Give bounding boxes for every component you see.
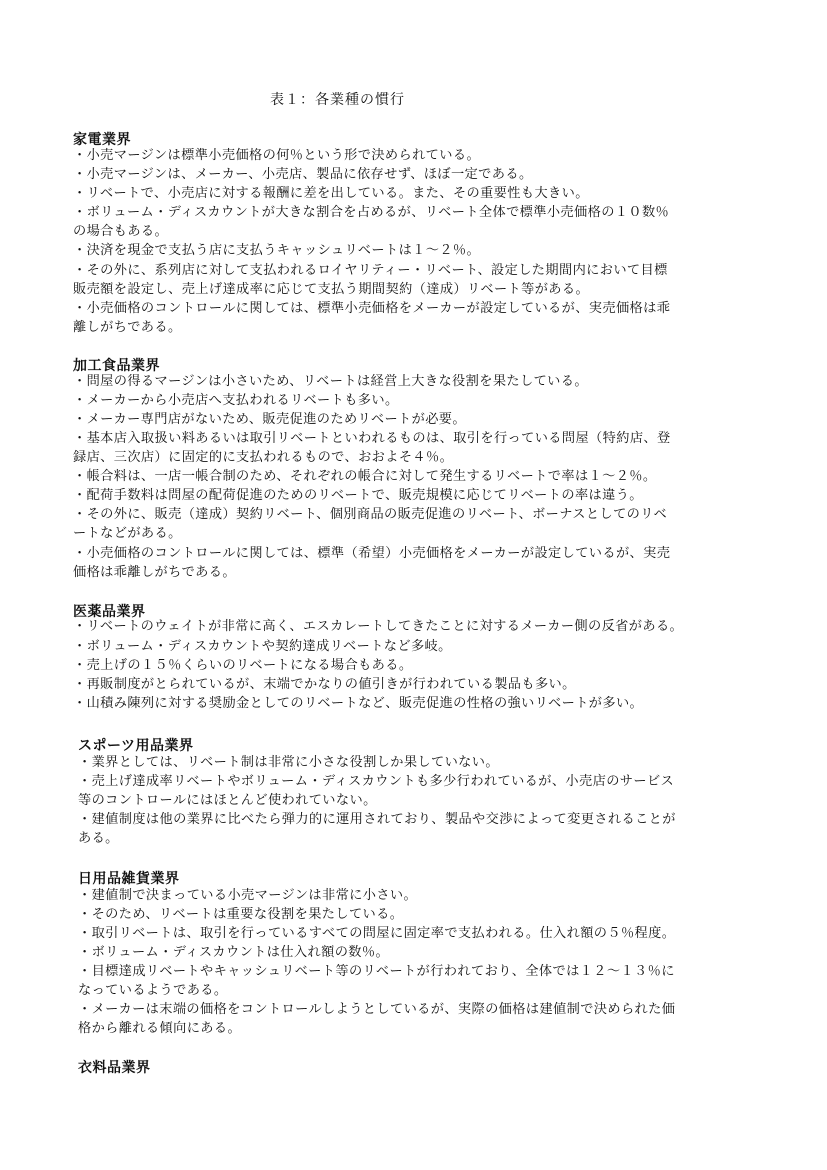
body-line: ・売上げ達成率リベートやボリューム・ディスカウントも多少行われているが、小売店のサービス <box>78 774 675 789</box>
body-line: ・目標達成リベートやキャッシュリベート等のリベートが行われており、全体では１２～１３％に <box>78 964 675 979</box>
body-line: ・業界としては、リベート制は非常に小さな役割しか果していない。 <box>78 755 499 770</box>
body-line: ・ボリューム・ディスカウントが大きな割合を占めるが、リベート全体で標準小売価格の１０数％ <box>73 205 670 220</box>
body-line: 価格は乖離しがちである。 <box>73 565 236 580</box>
section-heading-sporting-goods: スポーツ用品業界 <box>78 738 194 754</box>
body-line: 格から離れる傾向にある。 <box>78 1021 242 1036</box>
body-line: ・決済を現金で支払う店に支払うキャッシュリベートは１～２％。 <box>73 243 481 258</box>
body-line: ・基本店入取扱い料あるいは取引リベートといわれるものは、取引を行っている問屋（特約店、登 <box>73 431 671 446</box>
body-line: ・リベートのウェイトが非常に高く、エスカレートしてきたことに対するメーカー側の反省がある。 <box>73 619 684 634</box>
body-line: の場合もある。 <box>73 224 169 239</box>
body-line: ・その外に、販売（達成）契約リベート、個別商品の販売促進のリベート、ボーナスとしてのリベ <box>73 507 668 522</box>
body-line: ・リベートで、小売店に対する報酬に差を出している。また、その重要性も大きい。 <box>73 186 589 201</box>
body-line: ・メーカーから小売店へ支払われるリベートも多い。 <box>73 393 399 408</box>
body-line: ・売上げの１５％くらいのリベートになる場合もある。 <box>73 658 413 673</box>
section-heading-apparel: 衣料品業界 <box>78 1060 151 1076</box>
body-line: ・取引リベートは、取引を行っているすべての問屋に固定率で支払われる。仕入れ額の５％程度。 <box>78 926 676 941</box>
body-line: ・配荷手数料は問屋の配荷促進のためのリベートで、販売規模に応じてリベートの率は違う。 <box>73 488 643 503</box>
body-line: 等のコントロールにはほとんど使われていない。 <box>78 793 377 808</box>
body-line: ・小売価格のコントロールに関しては、標準（希望）小売価格をメーカーが設定しているが、実売 <box>73 546 671 561</box>
body-line: ・メーカーは末端の価格をコントロールしようとしているが、実際の価格は建値制で決められた価 <box>78 1002 676 1017</box>
body-line: ・小売価格のコントロールに関しては、標準小売価格をメーカーが設定しているが、実売価格は乖 <box>73 301 671 316</box>
body-line: 離しがちである。 <box>73 320 182 335</box>
body-line: ・帳合料は、一店一帳合制のため、それぞれの帳合に対して発生するリベートで率は１～２％。 <box>73 469 657 484</box>
body-line: ・建値制度は他の業界に比べたら弾力的に運用されており、製品や交渉によって変更されることが <box>78 812 676 827</box>
body-line: 販売額を設定し、売上げ達成率に応じて支払う期間契約（達成）リベート等がある。 <box>73 282 590 297</box>
body-line: ・ボリューム・ディスカウントは仕入れ額の数％。 <box>78 945 390 960</box>
body-line: ・小売マージンは、メーカー、小売店、製品に依存せず、ほぼ一定である。 <box>73 167 533 182</box>
body-line: ・メーカー専門店がないため、販売促進のためリベートが必要。 <box>73 412 466 427</box>
document-title: 表１：各業種の慣行 <box>270 92 405 108</box>
body-line: 録店、三次店）に固定的に支払われるもので、おおよそ４％。 <box>73 450 454 465</box>
body-line: ある。 <box>78 831 119 846</box>
body-line: ・建値制で決まっている小売マージンは非常に小さい。 <box>78 888 418 903</box>
body-line: ・そのため、リベートは重要な役割を果たしている。 <box>78 907 404 922</box>
body-line: ・その外に、系列店に対して支払われるロイヤリティー・リベート、設定した期間内において目標 <box>73 263 668 278</box>
body-line: なっているようである。 <box>78 983 228 998</box>
body-line: ・再販制度がとられているが、末端でかなりの値引きが行われている製品も多い。 <box>73 677 576 692</box>
section-heading-household-goods: 日用品雑貨業界 <box>78 871 180 887</box>
section-heading-pharmaceuticals: 医薬品業界 <box>73 604 146 620</box>
body-line: ートなどがある。 <box>73 526 182 541</box>
body-line: ・問屋の得るマージンは小さいため、リベートは経営上大きな役割を果たしている。 <box>73 374 588 389</box>
body-line: ・小売マージンは標準小売価格の何％という形で決められている。 <box>73 148 481 163</box>
section-heading-processed-food: 加工食品業界 <box>73 358 160 374</box>
body-line: ・山積み陳列に対する奨励金としてのリベートなど、販売促進の性格の強いリベートが多い。 <box>73 696 644 711</box>
section-heading-appliances: 家電業界 <box>73 132 131 148</box>
body-line: ・ボリューム・ディスカウントや契約達成リベートなど多岐。 <box>73 639 452 654</box>
